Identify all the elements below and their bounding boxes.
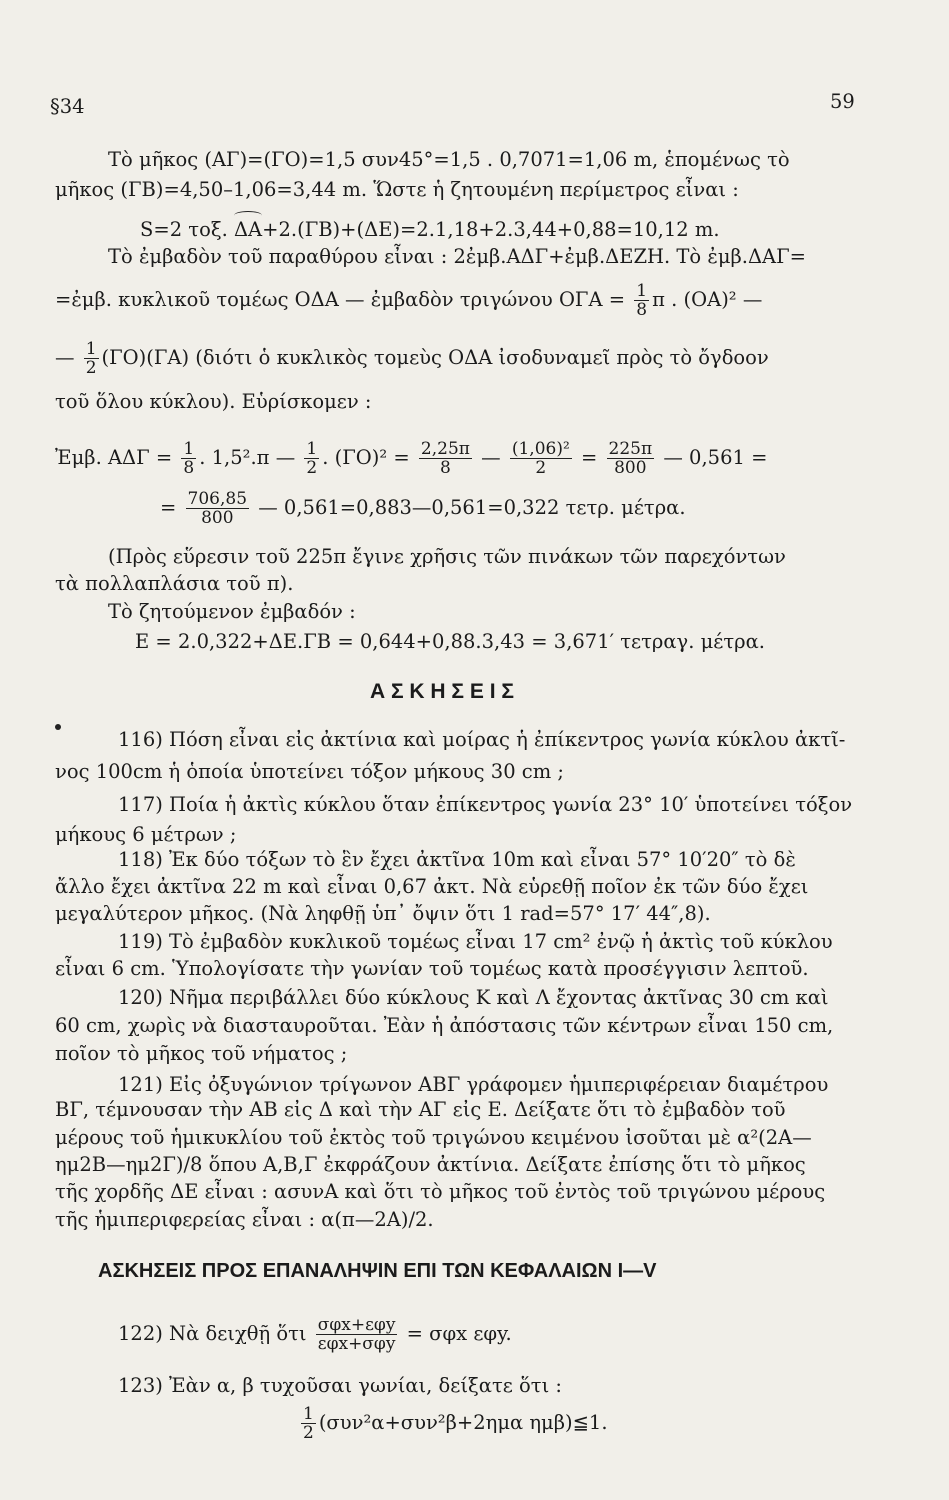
text-span: . 1,5².π — — [199, 446, 302, 469]
exercise-line: 121) Εἰς ὀξυγώνιον τρίγωνον ΑΒΓ γράφομεν ἡμιπεριφέρειαν διαμέτρου — [118, 1073, 829, 1096]
equation-line — [298, 1405, 608, 1442]
exercise-line: μέρους τοῦ ἡμικυκλίου τοῦ ἐκτὸς τοῦ τριγώνου κειμένου ἰσοῦται μὲ α²(2Α— — [55, 1126, 812, 1149]
fraction — [301, 1405, 316, 1442]
denominator: 8 — [636, 300, 648, 320]
text-span: — — [55, 346, 81, 369]
exercise-line — [118, 1316, 512, 1353]
denominator: 800 — [614, 458, 647, 478]
numerator: 1 — [306, 439, 318, 459]
text-span: =ἐμβ. κυκλικοῦ τομέως ΟΔΑ — ἐμβαδὸν τριγώνου ΟΓΑ = — [55, 288, 632, 311]
text-line: Τὸ ἐμβαδὸν τοῦ παραθύρου εἶναι : 2ἐμβ.ΑΔΓ+ἐμβ.ΔΕΖΗ. Τὸ ἐμβ.ΔΑΓ= — [108, 245, 807, 268]
exercise-line: 118) Ἐκ δύο τόξων τὸ ἓν ἔχει ἀκτῖνα 10m καὶ εἶναι 57° 10′20″ τὸ δὲ — [118, 848, 796, 871]
fraction — [84, 340, 99, 377]
exercise-line: 60 cm, χωρὶς νὰ διασταυροῦται. Ἐὰν ἡ ἀπόστασις τῶν κέντρων εἶναι 150 cm, — [55, 1014, 834, 1037]
text-line: τὰ πολλαπλάσια τοῦ π). — [55, 572, 294, 595]
equation-line — [55, 440, 767, 477]
fraction — [510, 440, 572, 477]
text-line — [55, 340, 769, 377]
numerator: σφx+εφy — [317, 1315, 396, 1335]
equation-line — [160, 490, 686, 527]
numerator: 1 — [85, 339, 97, 359]
exercise-line: 123) Ἐὰν α, β τυχοῦσαι γωνίαι, δείξατε ὅτι : — [118, 1374, 562, 1397]
denominator: εφx+σφy — [317, 1334, 396, 1354]
denominator: 8 — [440, 458, 451, 478]
text-span: (συν²α+συν²β+2ημα ημβ)≦1. — [318, 1411, 608, 1434]
fraction — [607, 440, 655, 477]
numerator: 1 — [183, 439, 195, 459]
text-line: τοῦ ὅλου κύκλου). Εὑρίσκομεν : — [55, 390, 372, 413]
exercise-line: 117) Ποία ἡ ἀκτὶς κύκλου ὅταν ἐπίκεντρος γωνία 23° 10′ ὑποτείνει τόξον — [118, 793, 853, 816]
text-span: . (ΓΟ)² = — [322, 446, 416, 469]
numerator: 2,25π — [420, 439, 470, 459]
fraction — [186, 490, 249, 527]
section-number: §34 — [50, 95, 85, 118]
equation-line: E = 2.0,322+ΔΕ.ΓΒ = 0,644+0,88.3,43 = 3,671′ τετραγ. μέτρα. — [135, 630, 765, 653]
exercise-line: εἶναι 6 cm. Ὑπολογίσατε τὴν γωνίαν τοῦ τομέως κατὰ προσέγγισιν λεπτοῦ. — [55, 957, 809, 980]
section-heading: Α Σ Κ Η Σ Ε Ι Σ — [370, 680, 514, 703]
exercise-line: τῆς ἡμιπεριφερείας εἶναι : α(π—2Α)/2. — [55, 1208, 434, 1231]
text-span: 122) Νὰ δειχθῇ ὅτι — [118, 1322, 313, 1345]
fraction — [304, 440, 319, 477]
text-line: μῆκος (ΓΒ)=4,50–1,06=3,44 m. Ὥστε ἡ ζητουμένη περίμετρος εἶναι : — [55, 178, 739, 201]
denominator: 2 — [303, 1423, 314, 1443]
exercise-line: ποῖον τὸ μῆκος τοῦ νήματος ; — [55, 1042, 348, 1065]
text-line — [55, 282, 762, 319]
exercise-line: ἄλλο ἔχει ἀκτῖνα 22 m καὶ εἶναι 0,67 ἀκτ. Νὰ εὑρεθῇ ποῖον ἐκ τῶν δύο ἔχει — [55, 875, 809, 898]
text-span: — 0,561=0,883—0,561=0,322 τετρ. μέτρα. — [252, 496, 686, 519]
page-number: 59 — [830, 90, 855, 113]
exercise-line: τῆς χορδῆς ΔΕ εἶναι : ασυνΑ καὶ ὅτι τὸ μῆκος τοῦ ἐντὸς τοῦ τριγώνου μέρους — [55, 1180, 826, 1203]
numerator: 225π — [608, 439, 653, 459]
denominator: 2 — [535, 458, 547, 478]
denominator: 8 — [183, 458, 195, 478]
text-span: +2.(ΓΒ)+(ΔΕ)=2.1,18+2.3,44+0,88=10,12 m. — [262, 218, 720, 241]
numerator: 1 — [636, 281, 648, 301]
exercise-line: ΒΓ, τέμνουσαν τὴν ΑΒ εἰς Δ καὶ τὴν ΑΓ εἰς Ε. Δείξατε ὅτι τὸ ἐμβαδὸν τοῦ — [55, 1098, 786, 1121]
text-span: — 0,561 = — [657, 446, 768, 469]
numerator: (1,06)² — [511, 439, 570, 459]
denominator: 800 — [201, 508, 234, 528]
exercise-line: μήκους 6 μέτρων ; — [55, 823, 237, 846]
text-line: Τὸ ζητούμενον ἐμβαδόν : — [108, 600, 356, 623]
exercise-line: νος 100cm ἡ ὁποία ὑποτείνει τόξον μήκους 30 cm ; — [55, 760, 564, 783]
text-line — [140, 218, 720, 242]
text-line: (Πρὸς εὕρεσιν τοῦ 225π ἔγινε χρῆσις τῶν πινάκων τῶν παρεχόντων — [108, 545, 786, 568]
section-heading: ΑΣΚΗΣΕΙΣ ΠΡΟΣ ΕΠΑΝΑΛΗΨΙΝ ΕΠΙ ΤΩΝ ΚΕΦΑΛΑΙΩΝ I—V — [98, 1260, 657, 1282]
bullet-dot — [55, 724, 61, 730]
fraction — [316, 1316, 398, 1353]
text-span: = — [160, 496, 183, 519]
denominator: 2 — [306, 458, 318, 478]
text-span: π . (ΟΑ)² — — [652, 288, 763, 311]
numerator: 1 — [303, 1404, 314, 1424]
text-span: = σφx εφy. — [400, 1322, 512, 1345]
exercise-line: 120) Νῆμα περιβάλλει δύο κύκλους Κ καὶ Λ ἔχοντας ἀκτῖνας 30 cm καὶ — [118, 986, 829, 1009]
fraction — [181, 440, 196, 477]
text-span: (ΓΟ)(ΓΑ) (διότι ὁ κυκλικὸς τομεὺς ΟΔΑ ἰσοδυναμεῖ πρὸς τὸ ὄγδοον — [101, 346, 769, 369]
exercise-line: ημ2Β—ημ2Γ)/8 ὅπου Α,Β,Γ ἐκφράζουν ἀκτίνια. Δείξατε ἐπίσης ὅτι τὸ μῆκος — [55, 1153, 806, 1176]
fraction — [419, 440, 472, 477]
fraction — [634, 282, 649, 319]
arc-notation: ΔΑ — [233, 218, 263, 241]
text-span: Ἐμβ. ΑΔΓ = — [55, 446, 179, 469]
denominator: 2 — [85, 358, 97, 378]
exercise-line: 119) Τὸ ἐμβαδὸν κυκλικοῦ τομέως εἶναι 17 cm² ἐνῷ ἡ ἀκτὶς τοῦ κύκλου — [118, 930, 833, 953]
exercise-line: μεγαλύτερον μῆκος. (Νὰ ληφθῇ ὑπ᾽ ὄψιν ὅτι 1 rad=57° 17′ 44″,8). — [55, 902, 711, 925]
text-span: — — [474, 446, 507, 469]
text-span: S=2 τοξ. — [140, 218, 234, 241]
numerator: 706,85 — [187, 489, 248, 509]
exercise-line: 116) Πόση εἶναι εἰς ἀκτίνια καὶ μοίρας ἡ ἐπίκεντρος γωνία κύκλου ἀκτῖ- — [118, 728, 846, 751]
text-span: = — [574, 446, 604, 469]
text-line: Τὸ μῆκος (ΑΓ)=(ΓΟ)=1,5 συν45°=1,5 . 0,7071=1,06 m, ἑπομένως τὸ — [108, 148, 790, 171]
